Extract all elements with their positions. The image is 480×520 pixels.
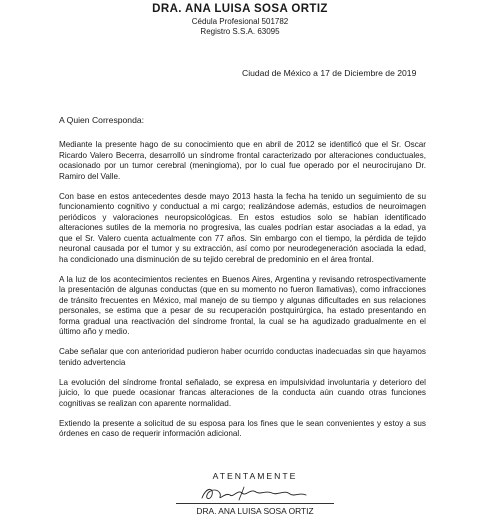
signature-line xyxy=(176,503,334,504)
handwritten-signature xyxy=(170,483,340,503)
signature-block xyxy=(170,470,340,517)
letterhead-cedula: Cédula Profesional 501782 xyxy=(191,17,289,26)
letterhead-registro: Registro S.S.A. 63095 xyxy=(200,26,280,36)
salutation: A Quien Corresponda: xyxy=(59,115,145,125)
paragraph-evolution: La evolución del síndrome frontal señalado, se expresa en impulsividad involuntaria y deterioro del juicio, lo que puede ocasionar francas alteraciones de la conducta aún cuando otras funciones cognitivas se realizan con aparente normalidad. xyxy=(59,377,426,408)
paragraph-follow-up: Con base en estos antecedentes desde mayo 2013 hasta la fecha ha tenido un seguimiento de su funcionamiento cognitivo y conductual a mi cargo; realizándose además, estudios de neuroimagen periódicos y valoraciones neuropsicológicas. En estos estudios solo se habían identificado alteraciones sutiles de la memoria no progresiva, las cuales podrían estar asociadas a la edad, ya que el Sr. Valero cuenta actualmente con 77 años. Sin embargo con el tiempo, la pérdida de tejido neuronal causada por el tumor y su extracción, así como por neurodegeneración asociada la edad, ha condicionado una disminución de su tejido cerebral de predominio en el área frontal. xyxy=(59,191,426,264)
letter-body xyxy=(59,140,426,449)
date-line: Ciudad de México a 17 de Diciembre de 2019 xyxy=(242,68,417,78)
closing-text: ATENTAMENTE xyxy=(212,471,298,481)
letterhead xyxy=(0,2,480,36)
paragraph-prior-conduct: Cabe señalar que con anterioridad pudieron haber ocurrido conductas inadecuadas sin que hayamos tenido advertencia xyxy=(59,347,426,367)
paragraph-identification: Mediante la presente hago de su conocimiento que en abril de 2012 se identificó que el Sr. Oscar Ricardo Valero Becerra, desarrolló un síndrome frontal caracterizado por alteraciones conductuales, ocasionado por un tumor cerebral (meningioma), por lo cual fue operado por el neurocirujano Dr. Ramiro del Valle. xyxy=(59,140,426,181)
letterhead-name: DRA. ANA LUISA SOSA ORTIZ xyxy=(152,3,328,15)
paragraph-closing-request: Extiendo la presente a solicitud de su esposa para los fines que le sean convenientes y estoy a sus órdenes en caso de requerir información adicional. xyxy=(59,418,426,438)
paragraph-recent-events: A la luz de los acontecimientos recientes en Buenos Aires, Argentina y revisando retrospectivamente la presentación de algunas conductas (que en su momento no fueron llamativas), como infracciones de tránsito frecuentes en México, mal manejo de su tiempo y algunas dificultades en sus relaciones personales, se estima que a pesar de su recuperación postquirúrgica, ha estado presentando en forma gradual una reactivación del síndrome frontal, la cual se ha agudizado gradualmente en el último año y medio. xyxy=(59,274,426,336)
signatory-name: DRA. ANA LUISA SOSA ORTIZ xyxy=(196,506,314,516)
